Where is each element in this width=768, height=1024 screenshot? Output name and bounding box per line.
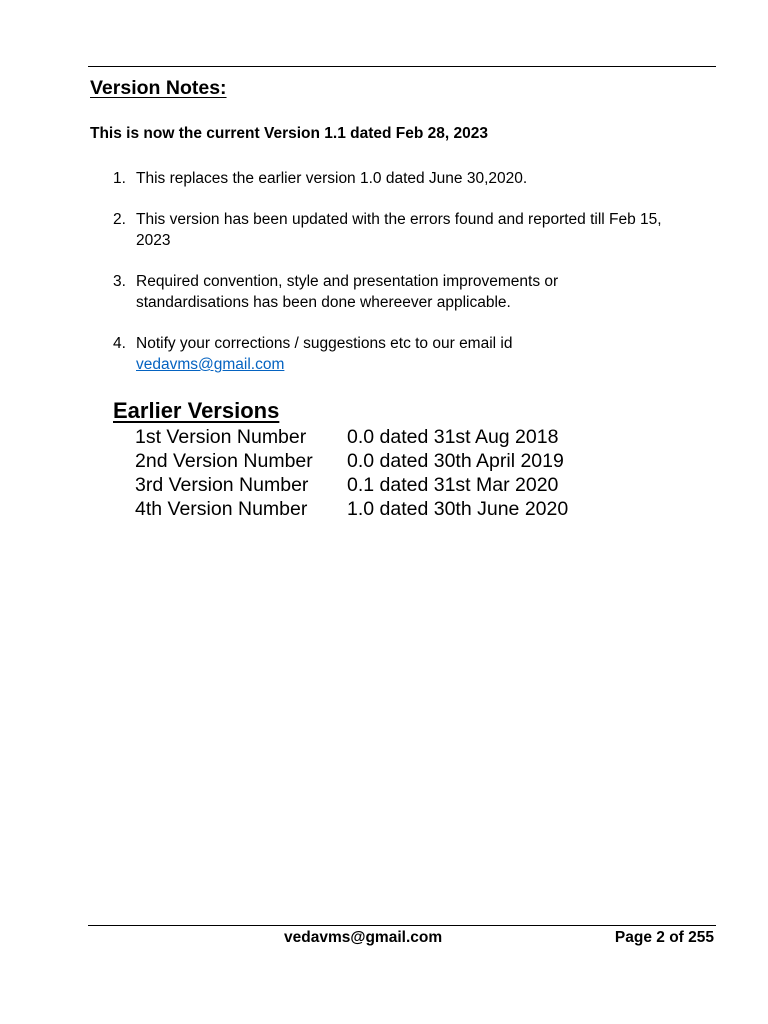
footer-divider: [88, 925, 716, 926]
list-item: [110, 209, 670, 251]
note-text: Required convention, style and presentation improvements or standardisations has been done whereever applicable.: [136, 273, 559, 311]
version-notes-heading: Version Notes:: [90, 77, 227, 99]
list-item: [110, 271, 670, 313]
earlier-versions-table: [135, 425, 568, 521]
note-text: This replaces the earlier version 1.0 dated June 30,2020.: [136, 170, 528, 187]
table-row: [135, 497, 568, 521]
version-value: 0.1 dated 31st Mar 2020: [347, 474, 559, 496]
list-number: 3.: [113, 273, 126, 290]
earlier-versions-heading: Earlier Versions: [113, 398, 280, 423]
table-row: [135, 449, 568, 473]
list-number: 1.: [113, 170, 126, 187]
note-text-body: Notify your corrections / suggestions etc to our email id: [136, 335, 513, 352]
list-item: [110, 333, 670, 375]
note-text: This version has been updated with the errors found and reported till Feb 15, 2023: [136, 211, 662, 249]
email-link[interactable]: vedavms@gmail.com: [136, 356, 285, 373]
version-label: 2nd Version Number: [135, 450, 313, 472]
list-number: 2.: [113, 211, 126, 228]
note-text: [136, 333, 670, 375]
version-notes-list: [110, 168, 670, 395]
header-divider: [88, 66, 716, 67]
table-row: [135, 473, 568, 497]
version-label: 3rd Version Number: [135, 474, 309, 496]
table-row: [135, 425, 568, 449]
page-number: Page 2 of 255: [614, 929, 714, 946]
version-label: 1st Version Number: [135, 426, 307, 448]
version-label: 4th Version Number: [135, 498, 308, 520]
list-item: [110, 168, 670, 189]
current-version-statement: This is now the current Version 1.1 dated Feb 28, 2023: [90, 125, 488, 142]
version-value: 0.0 dated 30th April 2019: [347, 450, 564, 472]
footer-email: vedavms@gmail.com: [284, 929, 443, 946]
version-value: 0.0 dated 31st Aug 2018: [347, 426, 559, 448]
list-number: 4.: [113, 335, 126, 352]
version-value: 1.0 dated 30th June 2020: [347, 498, 569, 520]
